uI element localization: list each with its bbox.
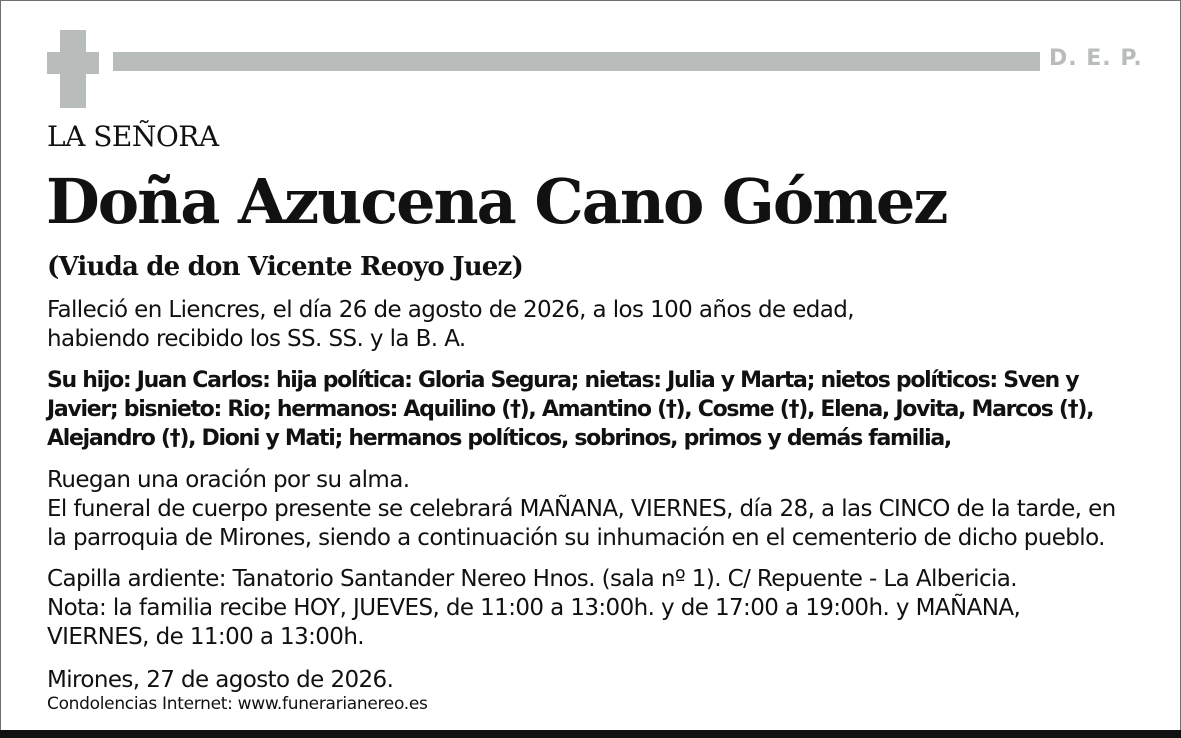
funeral-paragraph: [47, 466, 1116, 553]
chapel-line: Nota: la familia recibe HOY, JUEVES, de 11:00 a 13:00h. y de 17:00 a 19:00h. y MAÑANA,: [47, 595, 1021, 621]
header-rule: [113, 52, 1040, 71]
chapel-line: VIERNES, de 11:00 a 13:00h.: [47, 624, 365, 650]
widow-of: (Viuda de don Vicente Reoyo Juez): [47, 252, 524, 282]
family-line: Alejandro (†), Dioni y Mati; hermanos políticos, sobrinos, primos y demás familia,: [47, 426, 951, 451]
chapel-line: Capilla ardiente: Tanatorio Santander Nereo Hnos. (sala nº 1). C/ Repuente - La Albericia.: [47, 566, 1018, 592]
family-line: Javier; bisnieto: Rio; hermanos: Aquilino (†), Amantino (†), Cosme (†), Elena, Jovita, Marcos (†),: [47, 397, 1094, 422]
death-line: habiendo recibido los SS. SS. y la B. A.: [47, 326, 466, 352]
place-date: Mirones, 27 de agosto de 2026.: [47, 667, 394, 693]
dep-label: D. E. P.: [1049, 46, 1143, 71]
funeral-line: la parroquia de Mirones, siendo a continuación su inhumación en el cementerio de dicho pueblo.: [47, 525, 1105, 551]
funeral-line: El funeral de cuerpo presente se celebrará MAÑANA, VIERNES, día 28, a las CINCO de la tarde, en: [47, 496, 1116, 522]
death-line: Falleció en Liencres, el día 26 de agosto de 2026, a los 100 años de edad,: [47, 297, 854, 323]
chapel-paragraph: [47, 565, 1020, 652]
family-line: Su hijo: Juan Carlos: hija política: Gloria Segura; nietas: Julia y Marta; nietos políticos: Sven y: [47, 368, 1079, 393]
honorific: LA SEÑORA: [47, 120, 219, 153]
family-paragraph: [47, 366, 1093, 453]
deceased-name: Doña Azucena Cano Gómez: [46, 165, 947, 238]
bottom-bar: [0, 730, 1181, 738]
condolences-link[interactable]: Condolencias Internet: www.funerarianereo.es: [47, 694, 428, 714]
death-paragraph: [47, 296, 854, 354]
cross-horizontal-bar: [47, 52, 99, 74]
funeral-line: Ruegan una oración por su alma.: [47, 467, 410, 493]
